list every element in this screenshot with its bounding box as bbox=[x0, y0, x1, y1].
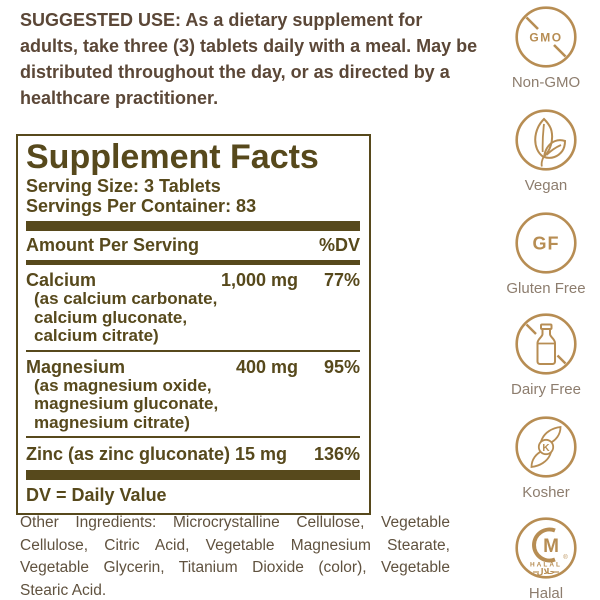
kosher-k-text: K bbox=[542, 442, 550, 454]
badge-halal bbox=[493, 516, 599, 600]
kosher-icon bbox=[514, 415, 578, 479]
nutrient-name: Calcium bbox=[26, 270, 97, 290]
halal-m-text: M bbox=[543, 536, 559, 557]
nutrient-detail-line: calcium citrate) bbox=[34, 326, 159, 345]
suggested-use-text: SUGGESTED USE: As a dietary supplement for adults, take three (3) tablets daily with a meal. May be distributed throughout the day, or as directed by a healthcare practitioner. bbox=[20, 10, 478, 108]
badge-kosher bbox=[493, 415, 599, 501]
nutrient-row-zinc bbox=[26, 438, 360, 470]
supplement-facts-panel bbox=[16, 134, 371, 515]
nutrient-dv: 95% bbox=[323, 356, 360, 377]
registered-mark: ® bbox=[563, 555, 568, 561]
nutrient-detail-line: magnesium gluconate, bbox=[34, 394, 219, 413]
halal-arabic-text: حلال bbox=[536, 567, 556, 576]
nutrient-detail-line: magnesium citrate) bbox=[34, 412, 190, 432]
badge-label: Dairy Free bbox=[510, 381, 581, 398]
badge-label: Vegan bbox=[524, 177, 568, 194]
nutrient-row-calcium bbox=[26, 265, 360, 350]
badge-non-gmo bbox=[493, 5, 599, 91]
badge-label: Non-GMO bbox=[511, 74, 581, 91]
nutrient-row-magnesium bbox=[26, 352, 360, 437]
nutrient-main-line bbox=[26, 357, 360, 377]
badge-label: Gluten Free bbox=[506, 280, 586, 297]
badge-label: Halal bbox=[528, 585, 564, 600]
panel-title: Supplement Facts bbox=[26, 138, 319, 176]
nutrient-dv: 77% bbox=[323, 270, 360, 290]
badge-dairy-free bbox=[493, 312, 599, 398]
nutrient-amount: 1,000 mg bbox=[220, 270, 298, 290]
thick-divider bbox=[26, 221, 360, 231]
nutrient-name: Magnesium bbox=[26, 356, 126, 377]
nutrient-detail-line: calcium gluconate, bbox=[34, 307, 188, 327]
vegan-leaf-icon bbox=[514, 108, 578, 172]
gf-text: GF bbox=[532, 233, 560, 254]
badge-gluten-free bbox=[493, 211, 599, 297]
servings-per-container: Servings Per Container: 83 bbox=[26, 196, 257, 216]
badge-label: Kosher bbox=[522, 484, 570, 501]
gmo-text: GMO bbox=[529, 30, 563, 45]
halal-icon bbox=[514, 516, 578, 580]
serving-size: Serving Size: 3 Tablets bbox=[26, 176, 221, 196]
thick-divider bbox=[26, 470, 360, 480]
dairy-free-icon bbox=[514, 312, 578, 376]
nutrient-dv: 136% bbox=[313, 444, 360, 464]
percent-dv-label: %DV bbox=[318, 235, 360, 255]
nutrient-detail-line: (as magnesium oxide, bbox=[34, 375, 212, 395]
halal-word-text: HALAL bbox=[529, 561, 563, 569]
nutrient-detail-line: (as calcium carbonate, bbox=[34, 289, 218, 308]
amount-header-row bbox=[26, 231, 360, 260]
gluten-free-icon bbox=[514, 211, 578, 275]
other-ingredients-text: Other Ingredients: Microcrystalline Cellulose, Vegetable Cellulose, Citric Acid, Vegetable Magnesium Stearate, Vegetable Glycerin, Titanium Dioxide (color), Vegetable Stearic Acid. bbox=[20, 514, 450, 599]
dv-footnote: DV = Daily Value bbox=[26, 485, 167, 505]
nutrient-name: Zinc (as zinc gluconate) 15 mg bbox=[26, 444, 288, 464]
badge-vegan bbox=[493, 108, 599, 194]
amount-per-serving-label: Amount Per Serving bbox=[26, 235, 200, 255]
nutrient-amount: 400 mg bbox=[235, 356, 298, 377]
nutrient-main-line bbox=[26, 270, 360, 290]
non-gmo-icon bbox=[514, 5, 578, 69]
